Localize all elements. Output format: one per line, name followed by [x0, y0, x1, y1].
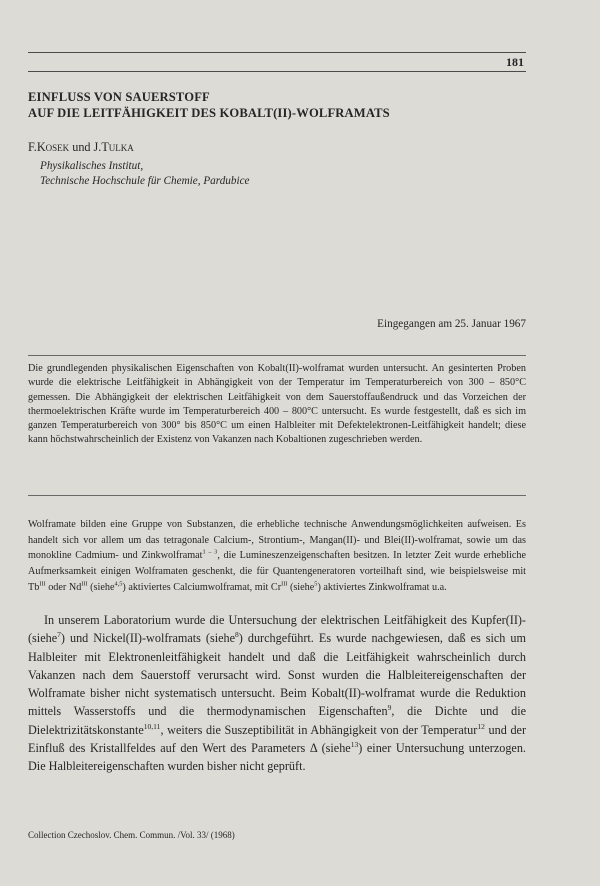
- author-2-initial: J.: [93, 140, 102, 154]
- article-title: [28, 89, 548, 121]
- journal-footer: Collection Czechoslov. Chem. Commun. /Vol. 33/ (1968): [28, 830, 235, 840]
- intro-text-e: ) aktiviertes Calciumwolframat, mit Cr: [122, 581, 282, 593]
- ref-8: 8: [235, 630, 239, 640]
- ref-10-11: 10,11: [143, 721, 161, 731]
- superscript-tb: III: [39, 580, 46, 588]
- page-number: 181: [506, 55, 524, 69]
- superscript-nd: III: [81, 580, 88, 588]
- main-text-a: In unserem Laboratorium wurde die Untersuchung der elektrischen Leitfähigkeit des Kupfer(II)- (siehe: [28, 613, 526, 646]
- author-1-initial: F.: [28, 140, 37, 154]
- intro-text-c: oder Nd: [45, 581, 82, 593]
- abstract-bottom-rule: [28, 495, 526, 496]
- header-rule: [28, 71, 526, 72]
- intro-paragraph: [28, 517, 526, 596]
- ref-7: 7: [57, 630, 61, 640]
- title-line-2: AUF DIE LEITFÄHIGKEIT DES KOBALT(II)-WOLFRAMATS: [28, 106, 390, 120]
- main-text-f: und der Einfluß des Kristallfeldes auf den Wert des Parameters Δ (siehe: [28, 722, 527, 756]
- ref-13: 13: [350, 740, 359, 750]
- title-line-1: EINFLUSS VON SAUERSTOFF: [28, 90, 210, 104]
- intro-text-g: ) aktiviertes Zinkwolframat u.a.: [317, 581, 447, 593]
- main-text-c: ) durchgeführt. Es wurde nachgewiesen, daß es sich um Halbleiter mit Elektronenleitfähigkeit handelt und daß die Leitfähigkeit wahrscheinlich durch Vakanzen nach dem Sauerstoff verursacht wird. Sonst wurden die Halbleitereigenschaften der Wolframate bisher nicht systematisch untersucht. Beim Kobalt(II)-wolframat wurde die Reduktion mittels Wasserstoffs und die thermodynamischen Eigenschaften: [28, 631, 526, 719]
- received-date: Eingegangen am 25. Januar 1967: [377, 318, 526, 330]
- ref-12: 12: [477, 721, 485, 731]
- ref-9: 9: [387, 703, 392, 713]
- authors: [28, 140, 134, 155]
- ref-4-5: 4,5: [114, 580, 123, 588]
- author-2-surname: Tulka: [101, 140, 134, 154]
- intro-text-f: (siehe: [287, 581, 315, 593]
- affiliation: [40, 159, 250, 189]
- ref-1-3: 1 – 3: [202, 549, 218, 557]
- author-connector: und: [69, 140, 94, 154]
- author-1-surname: Kosek: [36, 140, 70, 154]
- main-text-d: , die Dichte und die Dielektrizitätskonstante: [28, 704, 526, 737]
- ref-5: 5: [314, 580, 318, 588]
- main-text-e: , weiters die Suszeptibilität in Abhängigkeit von der Temperatur: [160, 722, 478, 737]
- intro-text-a: Wolframate bilden eine Gruppe von Substanzen, die erhebliche technische Anwendungsmöglichkeiten aufweisen. Es handelt sich vor allem um das tetragonale Calcium-, Strontium-, Mangan(II)- und Blei(II)-wolframat, sowie um das monokline Cadmium- und Zinkwolframat: [28, 519, 526, 562]
- abstract: Die grundlegenden physikalischen Eigenschaften von Kobalt(II)-wolframat wurden untersucht. An gesinterten Proben wurde die elektrische Leitfähigkeit in Abhängigkeit von der Temperatur im Temperaturbereich von 300 – 850°C gemessen. Die Abhängigkeit der elektrischen Leitfähigkeit von dem Sauerstoffaußendruck und das Vorzeichen der thermoelektrischen Kräfte wurde im Temperaturbereich 400 – 800°C untersucht. Es wurde festgestellt, daß es sich im ganzen Temperaturbereich von 300° bis 850°C um einen Halbleiter mit Defektelektronen-Leitfähigkeit handelt; diese kann höchstwahrscheinlich der Existenz von Vakanzen nach Kobaltionen zugeschrieben werden.: [28, 363, 526, 446]
- main-paragraph: [28, 611, 526, 776]
- affiliation-line-2: Technische Hochschule für Chemie, Pardubice: [40, 175, 250, 187]
- abstract-top-rule: [28, 355, 526, 356]
- affiliation-line-1: Physikalisches Institut,: [40, 160, 144, 172]
- intro-text-b: , die Lumineszenzeigenschaften besitzen. In letzter Zeit wurde erhebliche Aufmerksamkeit einigen Wolframaten geschenkt, die für Quantengeneratoren vorteilhaft sind, wie beispielsweise mit Tb: [28, 550, 527, 593]
- top-rule: [28, 52, 526, 53]
- intro-text-d: (siehe: [87, 581, 115, 593]
- main-text-b: ) und Nickel(II)-wolframats (siehe: [60, 631, 235, 646]
- main-text-g: ) einer Untersuchung unterzogen. Die Halbleitereigenschaften wurden bisher nicht geprüft.: [28, 741, 526, 774]
- superscript-cr: III: [281, 580, 288, 588]
